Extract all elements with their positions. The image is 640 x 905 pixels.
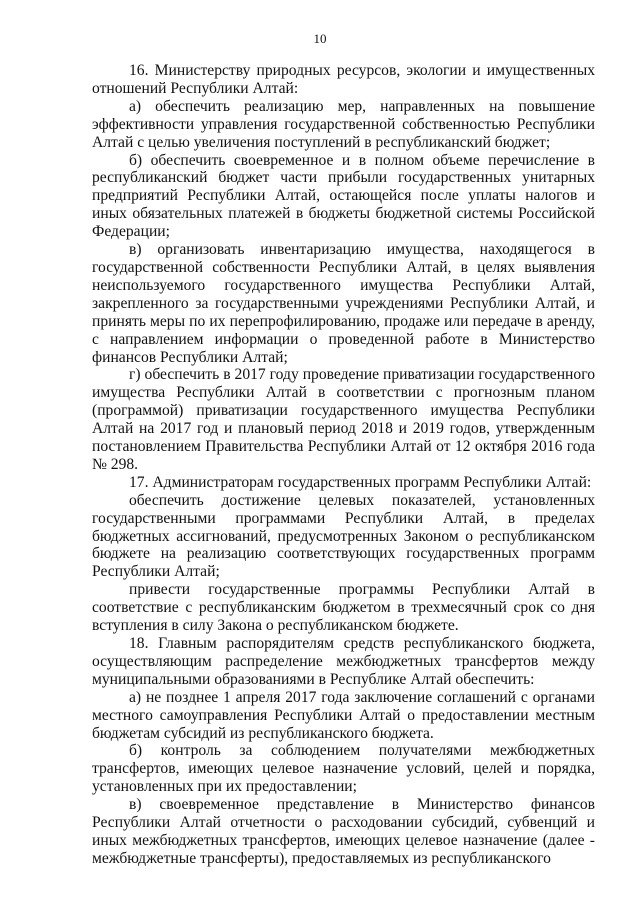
paragraph-16-a: а) обеспечить реализацию мер, направленных на повышение эффективности управления государственной собственностью Республики Алтай с целью увеличения поступлений в республиканский бюджет; [92,97,595,151]
paragraph-16-v: в) организовать инвентаризацию имущества, находящегося в государственной собственности Республики Алтай, в целях выявления неиспользуемого государственного имущества Республики Алтай, закрепленного за государственными учреждениями Республики Алтай, и принять меры по их перепрофилированию, продаже или передаче в аренду, с направлением информации о проведенной работе в Министерство финансов Республики Алтай; [92,241,595,366]
paragraph-16-intro: 16. Министерству природных ресурсов, экологии и имущественных отношений Республики Алтай: [92,62,595,97]
paragraph-18-a: а) не позднее 1 апреля 2017 года заключение соглашений с органами местного самоуправления Республики Алтай о предоставлении местным бюджетам субсидий из республиканского бюджета. [92,688,595,742]
paragraph-16-b: б) обеспечить своевременное и в полном объеме перечисление в республиканский бюджет части прибыли государственных унитарных предприятий Республики Алтай, остающейся после уплаты налогов и иных обязательных платежей в бюджеты бюджетной системы Российской Федерации; [92,151,595,241]
paragraph-17-intro: 17. Администраторам государственных программ Республики Алтай: [129,473,592,491]
paragraph-18-b: б) контроль за соблюдением получателями межбюджетных трансфертов, имеющих целевое назначение условий, целей и порядка, установленных при их предоставлении; [92,742,595,796]
paragraph-17-item-2: привести государственные программы Республики Алтай в соответствие с республиканским бюджетом в трехмесячный срок со дня вступления в силу Закона о республиканском бюджете. [92,581,595,635]
page-number: 10 [313,31,327,46]
paragraph-17-item-1: обеспечить достижение целевых показателей, установленных государственными программами Республики Алтай, в пределах бюджетных ассигнований, предусмотренных Законом о республиканском бюджете на реализацию соответствующих государственных программ Республики Алтай; [92,491,595,581]
document-body [92,62,595,868]
paragraph-18-v: в) своевременное представление в Министерство финансов Республики Алтай отчетности о расходовании субсидий, субвенций и иных межбюджетных трансфертов, имеющих целевое назначение (далее - межбюджетные трансферты), предоставляемых из республиканского [92,796,595,867]
paragraph-16-g: г) обеспечить в 2017 году проведение приватизации государственного имущества Республики Алтай в соответствии с прогнозным планом (программой) приватизации государственного имущества Республики Алтай на 2017 год и плановый период 2018 и 2019 годов, утвержденным постановлением Правительства Республики Алтай от 12 октября 2016 года № 298. [92,366,595,473]
paragraph-18-intro: 18. Главным распорядителям средств республиканского бюджета, осуществляющим распределение межбюджетных трансфертов между муниципальными образованиями в Республике Алтай обеспечить: [92,635,595,688]
